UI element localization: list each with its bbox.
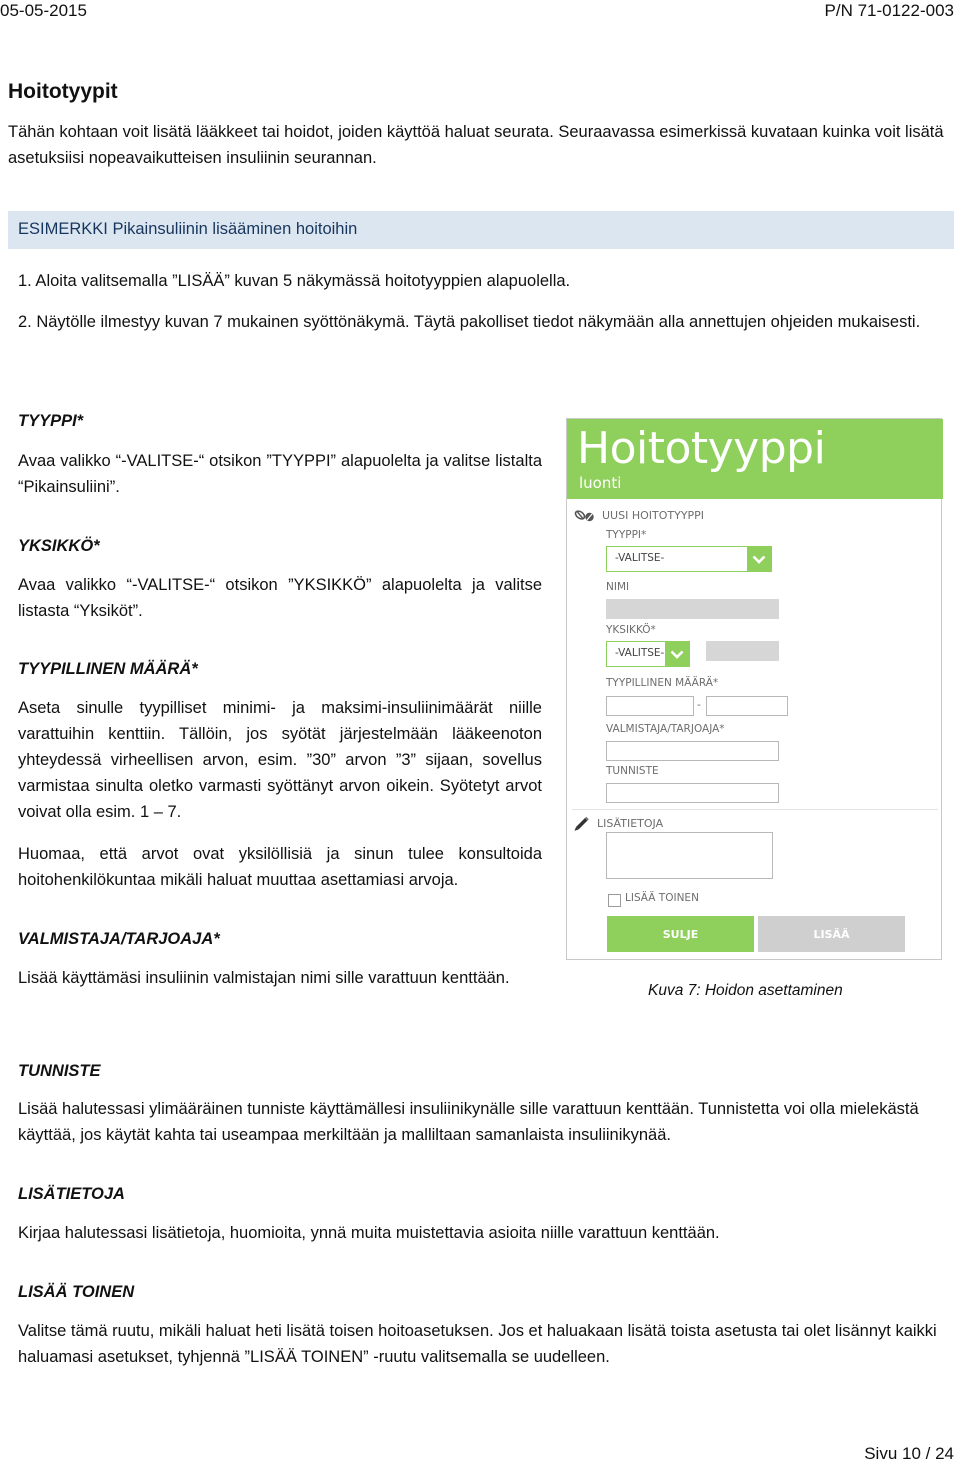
min-amount-input[interactable] [606, 696, 694, 716]
yksikko-select-value: -VALITSE- [615, 647, 665, 659]
yksikko-extra-input[interactable] [706, 641, 779, 661]
step-1: 1. Aloita valitsemalla ”LISÄÄ” kuvan 5 näkymässä hoitotyyppien alapuolella. [18, 272, 571, 290]
nimi-label: NIMI [606, 581, 630, 593]
page-number: Sivu 10 / 24 [864, 1444, 954, 1463]
header-date: 05-05-2015 [0, 1, 87, 20]
section-text-valmistaja: Lisää käyttämäsi insuliinin valmistajan nimi sille varattuun kenttään. [18, 969, 510, 987]
lisaa-toinen-checkbox[interactable] [608, 894, 621, 907]
section-text-tyyppi: Avaa valikko “-VALITSE-“ otsikon ”TYYPPI” alapuolelta ja valitse listalta “Pikainsuliini”. [18, 452, 542, 496]
figure-caption: Kuva 7: Hoidon asettaminen [648, 982, 843, 999]
section-text-yksikko: Avaa valikko “-VALITSE-“ otsikon ”YKSIKKÖ” alapuolelta ja valitse listasta “Yksiköt”. [18, 576, 542, 620]
new-treatment-label: UUSI HOITOTYYPPI [602, 509, 705, 522]
lisatietoja-label: LISÄTIETOJA [597, 817, 664, 830]
app-banner [567, 419, 943, 499]
chevron-down-icon [747, 547, 771, 571]
section-title-lisaa-toinen: LISÄÄ TOINEN [18, 1283, 135, 1301]
yksikko-label: YKSIKKÖ* [606, 624, 656, 636]
tunniste-input[interactable] [606, 783, 779, 803]
example-heading: ESIMERKKI Pikainsuliinin lisääminen hoitoihin [18, 220, 358, 238]
section-text-maara: Aseta sinulle tyypilliset minimi- ja maksimi-insuliinimäärät niille varattuihin kenttiin. Tällöin, jos syötät järjestelmään lääkeenoton yhteydessä virheellisen arvon, esim. ”30” arvon ”3” sijaan, sovellus varmistaa sinulta oletko varmasti syöttänyt arvon oikein. Syötetyt arvot voivat olla esim. 1 – 7. [18, 699, 542, 821]
section-text-lisaa-toinen: Valitse tämä ruutu, mikäli haluat heti lisätä toisen hoitoasetuksen. Jos et haluakaan lisätä toista asetusta tai olet lisännyt kaikki haluamasi asetukset, tyhjennä ”LISÄÄ TOINEN” -ruutu valitsemalla se uudelleen. [18, 1322, 937, 1366]
section-title-tyyppi: TYYPPI* [18, 412, 84, 430]
intro-paragraph: Tähän kohtaan voit lisätä lääkkeet tai hoidot, joiden käyttöä haluat seurata. Seuraavassa esimerkissä kuvataan kuinka voit lisätä asetuksiisi nopeavaikutteisen insuliinin seurannan. [8, 123, 944, 167]
app-screenshot [566, 418, 942, 960]
section-title-valmistaja: VALMISTAJA/TARJOAJA* [18, 930, 220, 948]
yksikko-select[interactable] [606, 641, 690, 667]
section-title-tunniste: TUNNISTE [18, 1062, 101, 1080]
close-button[interactable]: SULJE [607, 916, 754, 952]
section-title-maara: TYYPILLINEN MÄÄRÄ* [18, 660, 198, 678]
range-separator: - [697, 699, 701, 711]
valmistaja-input[interactable] [606, 741, 779, 761]
example-heading-bar [8, 211, 954, 249]
tyyppi-select-value: -VALITSE- [615, 552, 665, 564]
section-title-yksikko: YKSIKKÖ* [18, 537, 100, 555]
section-text-maara-note: Huomaa, että arvot ovat yksilöllisiä ja sinun tulee konsultoida hoitohenkilökuntaa mikäli haluat muuttaa asettamiasi arvoja. [18, 845, 542, 889]
section-text-lisatietoja: Kirjaa halutessasi lisätietoja, huomioita, ynnä muita muistettavia asioita niille varattuun kenttään. [18, 1224, 720, 1242]
chevron-down-icon [665, 642, 689, 666]
nimi-input[interactable] [606, 599, 779, 619]
lisatietoja-textarea[interactable] [606, 832, 773, 879]
header-part-number: P/N 71-0122-003 [824, 1, 954, 20]
page-title: Hoitotyypit [8, 80, 118, 103]
maara-label: TYYPILLINEN MÄÄRÄ* [606, 677, 719, 689]
tyyppi-select[interactable] [606, 546, 772, 572]
add-button[interactable]: LISÄÄ [758, 916, 905, 952]
step-2: 2. Näytölle ilmestyy kuvan 7 mukainen syöttönäkymä. Täytä pakolliset tiedot näkymään alla annettujen ohjeiden mukaisesti. [18, 313, 921, 331]
tunniste-label: TUNNISTE [606, 765, 659, 777]
valmistaja-label: VALMISTAJA/TARJOAJA* [606, 723, 725, 735]
pencil-icon [573, 815, 590, 837]
section-title-lisatietoja: LISÄTIETOJA [18, 1185, 125, 1203]
lisaa-toinen-label: LISÄÄ TOINEN [625, 892, 699, 904]
pills-icon [574, 507, 596, 530]
app-title: Hoitotyyppi [577, 423, 826, 474]
divider [572, 809, 938, 810]
tyyppi-label: TYYPPI* [606, 529, 647, 541]
max-amount-input[interactable] [706, 696, 788, 716]
section-text-tunniste: Lisää halutessasi ylimääräinen tunniste käyttämällesi insuliinikynälle sille varattuun kenttään. Tunnistetta voi olla mielekästä käyttää, jos käytät kahta tai useampaa merkiltään ja malliltaan samanlaista insuliinikynää. [18, 1100, 919, 1144]
app-subtitle: luonti [579, 474, 622, 492]
